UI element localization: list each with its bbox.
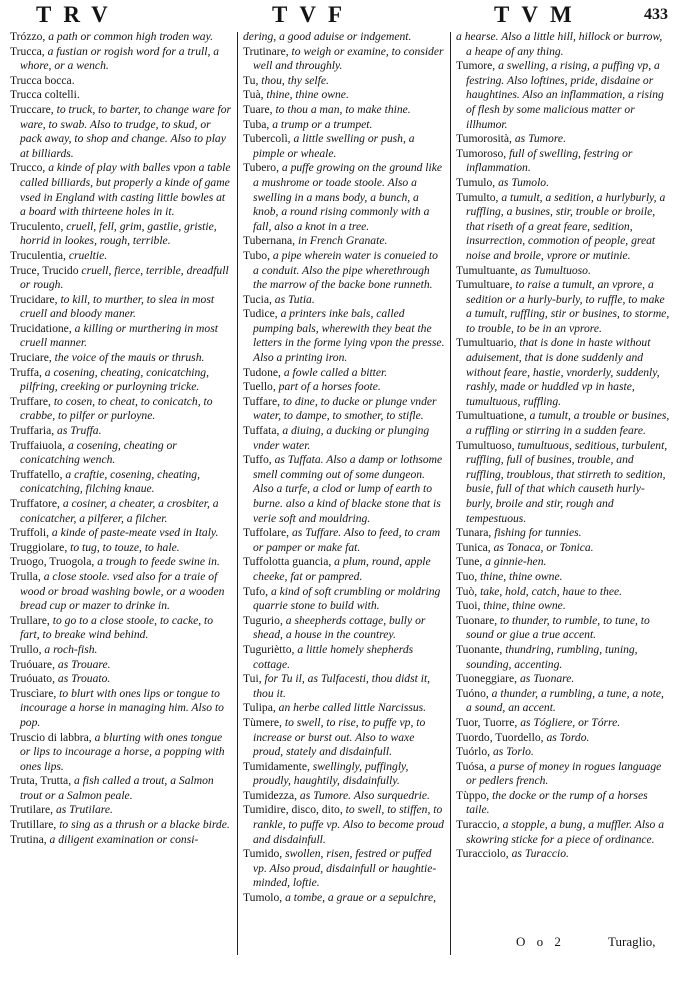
dictionary-entry bbox=[10, 731, 232, 775]
entry-definition: a sheepherds cottage, bully or shead, a house in the countrey. bbox=[253, 613, 426, 642]
entry-headword: Tubo, bbox=[243, 248, 270, 262]
entry-headword: Tuórlo, bbox=[456, 745, 491, 759]
entry-definition: tumultuous, seditious, turbulent, ruffling, full of busines, trouble, and ruffling, troublous, that stirreth to sedition, busie, full of that which causeth hurly-burly, broile and stir, rough and tempestuous. bbox=[466, 438, 668, 525]
entry-headword: Truce, Trucido bbox=[10, 263, 79, 277]
entry-headword: Trózzo, bbox=[10, 30, 46, 43]
entry-headword: Tùppo, bbox=[456, 788, 490, 802]
dictionary-entry bbox=[456, 30, 670, 59]
entry-definition: swollen, risen, festred or puffed vp. Also proud, disdainfull or haughtie-minded, loftie. bbox=[253, 847, 437, 890]
running-head-center: TVF bbox=[272, 2, 354, 27]
entry-definition: as Torlo. bbox=[492, 745, 534, 759]
entry-headword: Trucidare, bbox=[10, 292, 58, 306]
entry-headword: Tuoneggiare, bbox=[456, 672, 518, 686]
entry-definition: a tumult, a trouble or busines, a ruffling or stirring in a sudden feare. bbox=[466, 409, 670, 438]
entry-headword: Tumidezza, bbox=[243, 788, 297, 802]
dictionary-entry bbox=[456, 132, 670, 147]
entry-headword: Trucca, bbox=[10, 44, 45, 58]
entry-definition: part of a horses foote. bbox=[278, 380, 381, 394]
entry-definition: take, hold, catch, haue to thee. bbox=[480, 584, 623, 598]
entry-headword: Truta, Trutta, bbox=[10, 774, 72, 788]
entry-definition: as Tuffata. Also a damp or lothsome smell comming out of some dungeon. Also a turfe, a clod or lump of earth to burne. also a kind of blacke stone that is verie soft and mouldring. bbox=[253, 453, 443, 525]
entry-headword: Truculento, bbox=[10, 219, 64, 233]
dictionary-entry bbox=[243, 424, 446, 453]
dictionary-entry bbox=[456, 847, 670, 862]
signature-mark: O o 2 bbox=[516, 934, 565, 949]
entry-headword: Tumulo, bbox=[456, 175, 496, 189]
entry-headword: Tu, bbox=[243, 73, 259, 87]
entry-headword: Trucca coltelli. bbox=[10, 88, 80, 102]
dictionary-column-3 bbox=[456, 30, 670, 862]
dictionary-entry bbox=[10, 555, 232, 570]
dictionary-entry bbox=[243, 891, 446, 906]
entry-definition: a tombe, a graue or a sepulchre, bbox=[285, 891, 437, 905]
entry-definition: thundring, rumbling, tuning, sounding, accenting. bbox=[466, 642, 638, 671]
entry-definition: to go to a close stoole, to cacke, to fart, to breake wind behind. bbox=[20, 613, 214, 642]
entry-headword: Tumido, bbox=[243, 847, 283, 861]
entry-definition: a trump or a trumpet. bbox=[272, 117, 373, 131]
entry-definition: a kinde of play with balles vpon a table called billiards, but properly a kinde of game vsed in England with casting little bowles at a board with thirteene holes in it. bbox=[20, 161, 231, 219]
entry-headword: Turaccio, bbox=[456, 818, 500, 832]
entry-headword: Tuello, bbox=[243, 380, 276, 394]
dictionary-entry bbox=[10, 395, 232, 424]
dictionary-entry bbox=[456, 818, 670, 847]
dictionary-entry bbox=[456, 585, 670, 600]
dictionary-column-2 bbox=[243, 30, 446, 906]
entry-definition: full of swelling, festring or inflammation. bbox=[466, 146, 633, 175]
dictionary-entry bbox=[243, 293, 446, 308]
entry-definition: a thunder, a rumbling, a tune, a note, a sound, an accent. bbox=[466, 686, 664, 715]
entry-headword: Tumidire, disco, dito, bbox=[243, 803, 343, 817]
dictionary-entry bbox=[456, 555, 670, 570]
dictionary-entry bbox=[10, 643, 232, 658]
entry-headword: Tuo, bbox=[456, 569, 478, 583]
dictionary-entry bbox=[243, 118, 446, 133]
catchword: Turaglio, bbox=[608, 934, 656, 949]
entry-definition: as Tutia. bbox=[274, 292, 315, 306]
dictionary-entry bbox=[456, 672, 670, 687]
dictionary-entry bbox=[243, 234, 446, 249]
entry-definition: as Tógliere, or Tórre. bbox=[520, 715, 621, 729]
dictionary-entry bbox=[456, 59, 670, 132]
entry-headword: Trutilare, bbox=[10, 803, 54, 817]
entry-definition: a plum, round, apple cheeke, fat or pampred. bbox=[253, 555, 431, 583]
entry-definition: a kinde of paste-meate vsed in Italy. bbox=[51, 526, 219, 540]
dictionary-entry bbox=[243, 555, 446, 584]
dictionary-entry bbox=[243, 716, 446, 760]
dictionary-entry bbox=[10, 526, 232, 541]
entry-headword: Tunara, bbox=[456, 526, 492, 540]
entry-headword: Tumorosità, bbox=[456, 132, 512, 146]
entry-definition: a little homely shepherds cottage. bbox=[253, 642, 414, 671]
entry-definition: to thunder, to rumble, to tune, to sound or giue a true accent. bbox=[466, 613, 650, 642]
entry-definition: to swell, to stiffen, to rankle, to puffe vp. Also to become proud and disdainfull. bbox=[253, 803, 444, 846]
dictionary-entry bbox=[456, 541, 670, 556]
entry-definition: as Tumolo. bbox=[498, 175, 550, 189]
dictionary-entry bbox=[10, 220, 232, 249]
entry-headword: Truciare, bbox=[10, 351, 52, 365]
entry-definition: a tumult, a sedition, a hurlyburly, a ruffling, a busines, stir, trouble or broile, that riseth of a great feare, sedition, insurrection, commotion of people, great noise and broile, vprore or mutinie. bbox=[466, 190, 666, 262]
dictionary-entry bbox=[243, 643, 446, 672]
dictionary-entry bbox=[243, 45, 446, 74]
entry-headword: Trutillare, bbox=[10, 818, 57, 832]
entry-definition: to kill, to murther, to slea in most cruell and bloody maner. bbox=[20, 292, 215, 321]
dictionary-entry bbox=[456, 643, 670, 672]
entry-headword: Tuordo, Tuordello, bbox=[456, 730, 544, 744]
entry-definition: as Trouare. bbox=[57, 657, 111, 671]
entry-definition: as Tumore. bbox=[514, 132, 566, 146]
entry-definition: as Trutilare. bbox=[55, 803, 113, 817]
entry-headword: Trullare, bbox=[10, 613, 50, 627]
entry-headword: Tulipa, bbox=[243, 701, 276, 715]
entry-headword: Tuósa, bbox=[456, 759, 487, 773]
column-divider-2 bbox=[450, 32, 451, 955]
entry-definition: thine, thine owne. bbox=[483, 599, 566, 613]
dictionary-entry bbox=[243, 672, 446, 701]
dictionary-entry bbox=[243, 74, 446, 89]
dictionary-entry bbox=[10, 103, 232, 161]
entry-headword: Trucco, bbox=[10, 161, 46, 175]
entry-definition: a diligent examination or consi- bbox=[49, 832, 199, 846]
entry-headword: Tuffare, bbox=[243, 394, 281, 408]
entry-definition: dering, a good aduise or indgement. bbox=[243, 30, 412, 43]
entry-definition: a ginnie-hen. bbox=[485, 555, 547, 569]
entry-headword: Tumidamente, bbox=[243, 759, 310, 773]
dictionary-entry bbox=[243, 453, 446, 526]
dictionary-entry bbox=[10, 497, 232, 526]
entry-definition: a blurting with ones tongue or lips to incourage a horse, a popping with ones lips. bbox=[20, 730, 225, 773]
dictionary-entry bbox=[456, 789, 670, 818]
entry-definition: for Tu il, as Tulfacesti, thou didst it, thou it. bbox=[253, 672, 431, 700]
dictionary-column-1 bbox=[10, 30, 232, 847]
entry-definition: the docke or the rump of a horses taile. bbox=[466, 788, 648, 817]
entry-definition: a fowle called a bitter. bbox=[283, 365, 388, 379]
entry-definition: to blurt with ones lips or tongue to incourage a horse in managing him. Also to pop. bbox=[20, 686, 224, 729]
entry-headword: Tuba, bbox=[243, 117, 270, 131]
entry-headword: Tumoroso, bbox=[456, 146, 507, 160]
entry-definition: a fustian or rogish word for a trull, a whore, or a wench. bbox=[20, 44, 220, 73]
entry-headword: Tugurio, bbox=[243, 613, 283, 627]
entry-definition: cruell, fell, grim, gastlie, gristie, horrid in lookes, rough, terrible. bbox=[20, 219, 217, 248]
entry-headword: Tubernana, bbox=[243, 234, 296, 248]
entry-definition: a swelling, a rising, a puffing vp, a festring. Also loftines, pride, disdaine or haughtines. Also an inflammation, a rising of flesh by some malicious matter or illhumor. bbox=[466, 59, 664, 131]
entry-headword: Truffatello, bbox=[10, 467, 63, 481]
dictionary-entry bbox=[456, 745, 670, 760]
entry-definition: as Tumore. Also surquedrie. bbox=[299, 788, 430, 802]
entry-definition: a craftie, cosening, cheating, conicatching, filching knaue. bbox=[20, 467, 200, 496]
entry-definition: a cosening, cheating, conicatching, pilfring, creeking or purloyning tricke. bbox=[20, 365, 210, 394]
dictionary-entry bbox=[10, 614, 232, 643]
entry-definition: a trough to feede swine in. bbox=[97, 555, 220, 569]
entry-definition: a close stoole. vsed also for a traie of wood or broad washing bowle, or a wooden bread cup or mazer to drinke in. bbox=[20, 569, 225, 613]
entry-headword: Truffaria, bbox=[10, 424, 55, 438]
entry-headword: Tumultuare, bbox=[456, 278, 513, 292]
entry-definition: a stopple, a bung, a muffler. Also a skowring sticke for a piece of ordinance. bbox=[466, 818, 665, 846]
entry-definition: a killing or murthering in most cruell manner. bbox=[20, 321, 218, 350]
entry-headword: Tui, bbox=[243, 672, 262, 686]
entry-headword: Truscio di labbra, bbox=[10, 730, 92, 744]
dictionary-entry bbox=[10, 658, 232, 673]
dictionary-entry bbox=[10, 264, 232, 293]
entry-definition: as Tordo. bbox=[546, 730, 590, 744]
entry-headword: Tubero, bbox=[243, 161, 279, 175]
dictionary-entry bbox=[243, 760, 446, 789]
entry-headword: Tuò, bbox=[456, 584, 478, 598]
entry-headword: Tune, bbox=[456, 555, 483, 569]
dictionary-entry bbox=[243, 132, 446, 161]
entry-headword: Tuffo, bbox=[243, 453, 272, 467]
dictionary-entry bbox=[456, 687, 670, 716]
dictionary-entry bbox=[456, 716, 670, 731]
dictionary-entry bbox=[456, 526, 670, 541]
dictionary-entry bbox=[456, 336, 670, 409]
entry-headword: Truóuare, bbox=[10, 657, 55, 671]
dictionary-entry bbox=[10, 351, 232, 366]
entry-definition: a kind of soft crumbling or moldring quarrie stone to build with. bbox=[253, 584, 441, 613]
dictionary-entry bbox=[243, 366, 446, 381]
entry-definition: a diuing, a ducking or plunging vnder water. bbox=[253, 424, 430, 452]
entry-headword: Tubercolì, bbox=[243, 132, 291, 146]
entry-headword: Tufo, bbox=[243, 584, 269, 598]
entry-definition: a little swelling or push, a pimple or wheale. bbox=[253, 132, 415, 160]
entry-headword: Tuoi, bbox=[456, 599, 481, 613]
dictionary-entry bbox=[10, 439, 232, 468]
entry-headword: Trucidatione, bbox=[10, 321, 72, 335]
entry-definition: that is done in haste without aduisement, that is done suddenly and without feare, hastie, vnorderly, suddenly, rashly, made or huddled vp in haste, tumultuous, ruffling. bbox=[466, 336, 660, 408]
entry-headword: Tumultuante, bbox=[456, 263, 518, 277]
entry-definition: a pipe wherein water is conueied to a conduit. Also the pipe wherethrough the marrow of the backe bone runneth. bbox=[253, 248, 438, 292]
dictionary-entry bbox=[243, 307, 446, 365]
entry-definition: a fish called a trout, a Salmon trout or a Salmon peale. bbox=[20, 774, 214, 802]
entry-definition: as Truffa. bbox=[57, 424, 102, 438]
dictionary-entry bbox=[456, 570, 670, 585]
entry-headword: Tùmere, bbox=[243, 715, 282, 729]
entry-headword: Tuffata, bbox=[243, 424, 280, 438]
dictionary-entry bbox=[10, 541, 232, 556]
entry-definition: thou, thy selfe. bbox=[261, 73, 329, 87]
entry-headword: Tuonare, bbox=[456, 613, 498, 627]
dictionary-entry bbox=[10, 322, 232, 351]
entry-definition: thine, thine owne. bbox=[266, 88, 349, 102]
dictionary-entry bbox=[456, 278, 670, 336]
entry-definition: in French Granate. bbox=[297, 234, 388, 248]
entry-headword: Trucca bocca. bbox=[10, 73, 75, 87]
entry-headword: Trulla, bbox=[10, 569, 41, 583]
entry-headword: Tumore, bbox=[456, 59, 496, 73]
dictionary-entry bbox=[243, 380, 446, 395]
entry-definition: as Tumultuoso. bbox=[520, 263, 591, 277]
entry-headword: Tuffolare, bbox=[243, 526, 290, 540]
entry-headword: Tumulto, bbox=[456, 190, 499, 204]
dictionary-entry bbox=[10, 366, 232, 395]
column-divider-1 bbox=[237, 32, 238, 955]
page-footer bbox=[0, 934, 676, 956]
dictionary-entry bbox=[243, 614, 446, 643]
dictionary-entry bbox=[10, 687, 232, 731]
dictionary-entry bbox=[10, 293, 232, 322]
dictionary-entry bbox=[243, 789, 446, 804]
dictionary-entry bbox=[456, 731, 670, 746]
dictionary-entry bbox=[10, 803, 232, 818]
entry-headword: Truccare, bbox=[10, 102, 54, 116]
entry-headword: Tumultuoso, bbox=[456, 438, 515, 452]
dictionary-entry bbox=[456, 439, 670, 527]
entry-definition: a puffe growing on the ground like a mushrome or toade stoole. Also a swelling in a mans body, a bunch, a knob, a round rising commonly with a fall, also a knot in a tree. bbox=[253, 161, 443, 233]
entry-headword: Tumultuario, bbox=[456, 336, 517, 350]
entry-headword: Truffoli, bbox=[10, 526, 49, 540]
entry-definition: a cosiner, a cheater, a crosbiter, a conicatcher, a pilferer, a filcher. bbox=[20, 497, 219, 525]
dictionary-entry bbox=[243, 585, 446, 614]
entry-definition: a cosening, cheating or conicatching wench. bbox=[20, 438, 177, 467]
entry-headword: Tuffolotta guancia, bbox=[243, 555, 332, 569]
entry-definition: thine, thine owne. bbox=[480, 569, 563, 583]
entry-definition: crueltie. bbox=[68, 248, 108, 262]
entry-definition: to raise a tumult, an vprore, a sedition or a hurly-burly, to ruffle, to make a tumult, ruffling, stir or busines, to storme, to trouble, to be in an vprore. bbox=[466, 278, 670, 335]
entry-definition: cruell, fierce, terrible, dreadfull or rough. bbox=[20, 263, 229, 292]
dictionary-entry bbox=[243, 249, 446, 293]
entry-definition: fishing for tunnies. bbox=[494, 526, 582, 540]
entry-definition: to dine, to ducke or plunge vnder water, to dampe, to smother, to stifle. bbox=[253, 394, 437, 423]
entry-definition: the voice of the mauis or thrush. bbox=[54, 351, 205, 365]
entry-headword: Truffa, bbox=[10, 365, 42, 379]
entry-definition: a path or common high troden way. bbox=[48, 30, 214, 43]
entry-definition: as Tonaca, or Tonica. bbox=[493, 540, 594, 554]
entry-headword: Tunica, bbox=[456, 540, 491, 554]
entry-definition: as Trouato. bbox=[57, 672, 111, 686]
entry-headword: Trullo, bbox=[10, 642, 42, 656]
dictionary-entry bbox=[243, 701, 446, 716]
dictionary-entry bbox=[456, 760, 670, 789]
entry-definition: to swell, to rise, to puffe vp, to increase or burst out. Also to waxe proud, stately and disdainfull. bbox=[253, 715, 426, 759]
running-head-left: TRV bbox=[36, 2, 120, 27]
entry-headword: Tuare, bbox=[243, 102, 273, 116]
entry-headword: Trutinare, bbox=[243, 44, 289, 58]
dictionary-entry bbox=[10, 30, 232, 45]
entry-headword: Tuonante, bbox=[456, 642, 503, 656]
dictionary-entry bbox=[10, 249, 232, 264]
dictionary-entry bbox=[243, 30, 446, 45]
entry-headword: Truóuato, bbox=[10, 672, 55, 686]
dictionary-entry bbox=[10, 74, 232, 89]
page-number: 433 bbox=[644, 6, 668, 23]
dictionary-entry bbox=[10, 468, 232, 497]
entry-headword: Tucia, bbox=[243, 292, 272, 306]
entry-headword: Truscìare, bbox=[10, 686, 57, 700]
entry-definition: to sing as a thrush or a blacke birde. bbox=[59, 818, 230, 832]
dictionary-entry bbox=[10, 88, 232, 103]
dictionary-entry bbox=[456, 147, 670, 176]
entry-definition: to weigh or examine, to consider well and throughly. bbox=[253, 44, 444, 73]
entry-definition: to truck, to barter, to change ware for ware, to swab. Also to trudge, to skud, or pack away, to shop and change. Also to play at billiards. bbox=[20, 102, 232, 160]
entry-definition: as Tuffare. Also to feed, to cram or pamper or make fat. bbox=[253, 526, 441, 554]
entry-headword: Tudice, bbox=[243, 307, 278, 321]
dictionary-entry bbox=[10, 833, 232, 848]
dictionary-entry bbox=[243, 803, 446, 847]
entry-headword: Tuguriètto, bbox=[243, 642, 295, 656]
dictionary-entry bbox=[456, 176, 670, 191]
entry-definition: a purse of money in rogues language or pedlers french. bbox=[466, 759, 662, 788]
dictionary-entry bbox=[10, 45, 232, 74]
running-head-right: TVM bbox=[494, 2, 584, 27]
entry-headword: Tudone, bbox=[243, 365, 281, 379]
dictionary-entry bbox=[243, 103, 446, 118]
entry-definition: as Tuonare. bbox=[519, 672, 575, 686]
dictionary-entry bbox=[243, 161, 446, 234]
entry-headword: Truffare, bbox=[10, 394, 51, 408]
entry-headword: Trutina, bbox=[10, 832, 47, 846]
dictionary-entry bbox=[10, 570, 232, 614]
entry-definition: a printers inke bals, called pumping bals, wherewith they beat the letters in the forme lying vpon the presse. Also a printing iron. bbox=[253, 307, 445, 365]
dictionary-entry bbox=[10, 424, 232, 439]
dictionary-entry bbox=[10, 774, 232, 803]
entry-definition: swellingly, puffingly, proudly, haughtily, disdainfully. bbox=[253, 759, 409, 788]
entry-headword: Tuà, bbox=[243, 88, 264, 102]
entry-headword: Tuor, Tuorre, bbox=[456, 715, 518, 729]
entry-headword: Truffaiuola, bbox=[10, 438, 66, 452]
entry-headword: Truogo, Truogola, bbox=[10, 555, 95, 569]
dictionary-entry bbox=[10, 161, 232, 219]
entry-headword: Truggiolare, bbox=[10, 540, 68, 554]
dictionary-entry bbox=[10, 672, 232, 687]
entry-definition: to cosen, to cheat, to conicatch, to crabbe, to pilfer or purloyne. bbox=[20, 394, 213, 423]
entry-headword: Truculentia, bbox=[10, 248, 66, 262]
entry-definition: an herbe called little Narcissus. bbox=[278, 701, 427, 715]
entry-definition: a roch-fish. bbox=[44, 642, 98, 656]
dictionary-entry bbox=[456, 599, 670, 614]
dictionary-entry bbox=[243, 88, 446, 103]
entry-headword: Tumultuatione, bbox=[456, 409, 527, 423]
page-header bbox=[0, 0, 676, 30]
entry-definition: a hearse. Also a little hill, hillock or burrow, a heape of any thing. bbox=[456, 30, 663, 58]
entry-definition: as Turaccio. bbox=[511, 847, 569, 861]
dictionary-entry bbox=[243, 847, 446, 891]
entry-headword: Turacciolo, bbox=[456, 847, 509, 861]
entry-headword: Tumolo, bbox=[243, 891, 283, 905]
entry-headword: Truffatore, bbox=[10, 497, 60, 510]
dictionary-entry bbox=[456, 409, 670, 438]
dictionary-entry bbox=[10, 818, 232, 833]
dictionary-entry bbox=[243, 526, 446, 555]
entry-definition: to tug, to touze, to hale. bbox=[70, 540, 180, 554]
entry-definition: to thou a man, to make thine. bbox=[275, 102, 411, 116]
dictionary-entry bbox=[456, 614, 670, 643]
dictionary-entry bbox=[456, 191, 670, 264]
dictionary-entry bbox=[243, 395, 446, 424]
entry-headword: Tuóno, bbox=[456, 686, 489, 700]
dictionary-entry bbox=[456, 264, 670, 279]
